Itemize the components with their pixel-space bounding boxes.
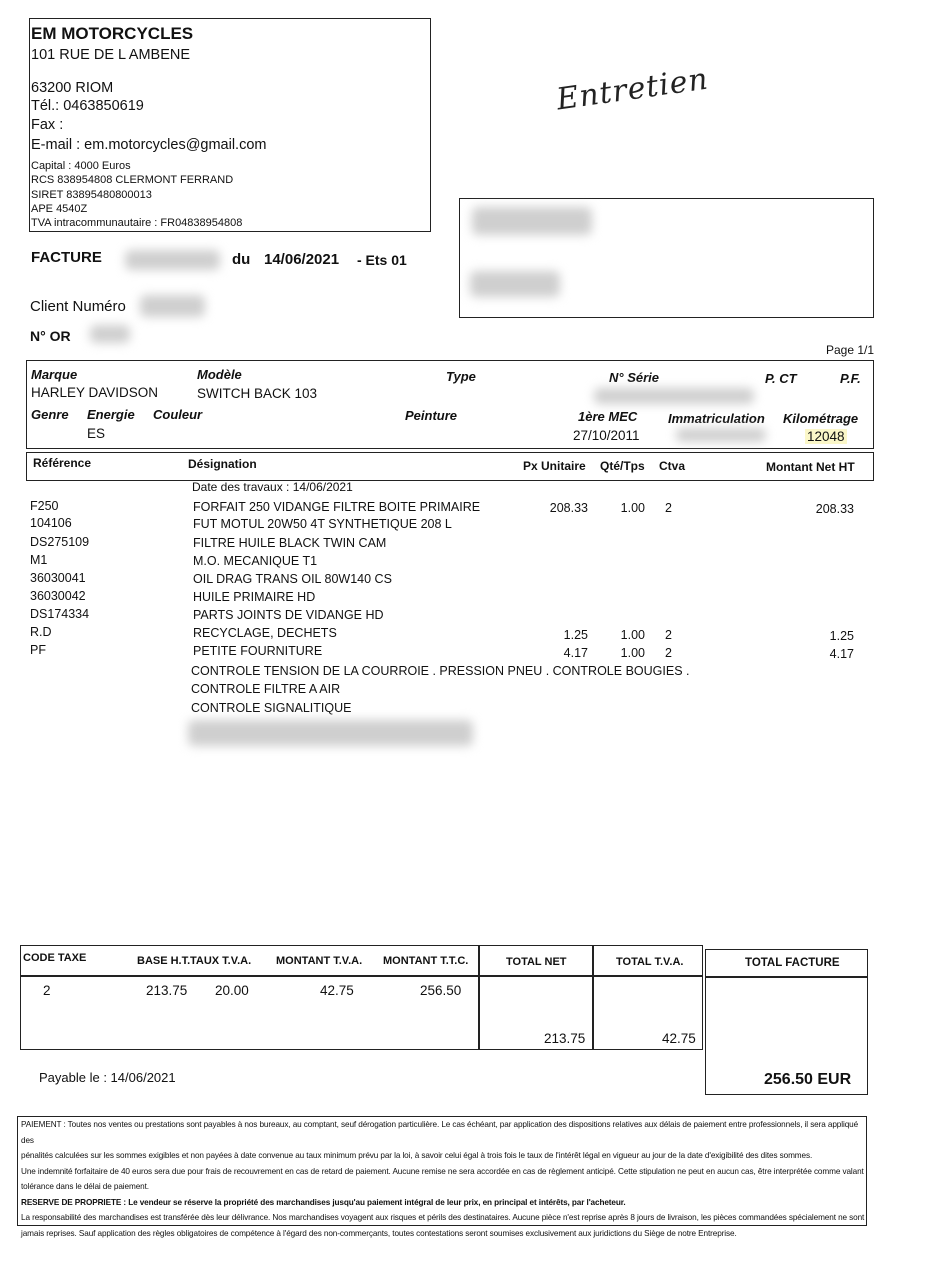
- header-ref: Référence: [33, 456, 92, 470]
- km-label: Kilométrage: [783, 411, 859, 426]
- redacted-note: [188, 720, 473, 746]
- row-ref: M1: [30, 553, 48, 567]
- redacted-serial-number: [594, 388, 754, 404]
- redacted-invoice-number: [125, 250, 220, 270]
- legal-line: pénalités calculées sur les sommes exigibles et non payées à date convenue au taux minimum prévu par la loi, à savoir celui égal à trois fois le taux de l'intérêt légal en vigueur au jour de la date d'exigibilité des dites sommes.: [21, 1151, 813, 1160]
- invoice-du: du: [232, 251, 251, 268]
- company-tva: TVA intracommunautaire : FR04838954808: [31, 217, 243, 229]
- company-siret: SIRET 83895480800013: [31, 189, 152, 201]
- row-ctva: 2: [665, 646, 672, 660]
- taux-value: 20.00: [215, 983, 249, 998]
- energie-label: Energie: [87, 407, 135, 422]
- row-ref: 36030042: [30, 589, 86, 603]
- note-line: CONTROLE SIGNALITIQUE: [191, 701, 352, 715]
- marque-label: Marque: [31, 367, 78, 382]
- company-capital: Capital : 4000 Euros: [31, 160, 131, 172]
- legal-line: tolérance dans le délai de paiement.: [21, 1182, 149, 1191]
- km-value: 12048: [807, 429, 845, 444]
- works-date: Date des travaux : 14/06/2021: [192, 480, 353, 494]
- montant-tva-label: MONTANT T.V.A.: [276, 955, 363, 967]
- row-ctva: 2: [665, 628, 672, 642]
- row-montant: 4.17: [829, 647, 854, 661]
- row-ref: F250: [30, 499, 59, 513]
- type-label: Type: [446, 369, 476, 384]
- base-label: BASE H.T.: [137, 955, 191, 967]
- legal-line: jamais reprises. Sauf application des règles obligatoires de compétence à l'égard des non-commerçants, toutes contestations seront soumises exclusivement aux juridictions du Siège de notre Entreprise.: [21, 1228, 737, 1238]
- redacted-client-address: [470, 271, 560, 297]
- montant-tva-value: 42.75: [320, 983, 354, 998]
- row-ref: PF: [30, 643, 46, 657]
- legal-line: PAIEMENT : Toutes nos ventes ou prestations sont payables à nos bureaux, au comptant, seuf dérogation particulière. Le cas échéant, par application des dispositions relatives aux délais de paiement entre professionnels, il sera appliqué des: [21, 1120, 859, 1145]
- montant-ttc-label: MONTANT T.T.C.: [383, 955, 469, 967]
- total-net-label: TOTAL NET: [506, 956, 567, 968]
- legal-text: [21, 1117, 866, 1241]
- row-designation: PARTS JOINTS DE VIDANGE HD: [193, 608, 384, 622]
- row-ref: DS174334: [30, 607, 90, 621]
- company-ape: APE 4540Z: [31, 203, 88, 215]
- redacted-client-number: [140, 295, 205, 317]
- header-montant: Montant Net HT: [766, 460, 855, 474]
- header-qte: Qté/Tps: [600, 459, 645, 473]
- couleur-label: Couleur: [153, 407, 203, 422]
- row-designation: FORFAIT 250 VIDANGE FILTRE BOITE PRIMAIRE: [193, 500, 481, 514]
- genre-label: Genre: [31, 407, 69, 422]
- tax-code-value: 2: [43, 983, 51, 998]
- total-facture-header-line: [705, 976, 868, 978]
- header-designation: Désignation: [188, 457, 257, 471]
- invoice-label: FACTURE: [31, 249, 102, 266]
- pf-label: P.F.: [840, 371, 861, 386]
- row-designation: OIL DRAG TRANS OIL 80W140 CS: [193, 572, 392, 586]
- invoice-ets: - Ets 01: [357, 252, 407, 268]
- total-tva-label: TOTAL T.V.A.: [616, 956, 684, 968]
- row-designation: PETITE FOURNITURE: [193, 644, 323, 658]
- payable-date: Payable le : 14/06/2021: [39, 1070, 176, 1085]
- pct-label: P. CT: [765, 371, 797, 386]
- client-number-label: Client Numéro: [30, 298, 126, 315]
- company-fax: Fax :: [31, 117, 64, 133]
- row-ref: DS275109: [30, 535, 90, 549]
- immat-label: Immatriculation: [668, 411, 765, 426]
- row-ref: R.D: [30, 625, 52, 639]
- row-pu: 4.17: [563, 646, 588, 660]
- mec-value: 27/10/2011: [573, 428, 640, 443]
- row-designation: M.O. MECANIQUE T1: [193, 554, 318, 568]
- total-facture-label: TOTAL FACTURE: [745, 957, 840, 969]
- company-name: EM MOTORCYCLES: [31, 24, 194, 43]
- row-montant: 1.25: [829, 629, 854, 643]
- row-ref: 36030041: [30, 571, 86, 585]
- redacted-registration: [676, 428, 766, 442]
- redacted-client-name: [472, 207, 592, 235]
- modele-label: Modèle: [197, 367, 242, 382]
- row-designation: FILTRE HUILE BLACK TWIN CAM: [193, 536, 387, 550]
- peinture-label: Peinture: [405, 408, 458, 423]
- row-designation: FUT MOTUL 20W50 4T SYNTHETIQUE 208 L: [193, 517, 452, 531]
- tax-table-divider: [592, 945, 594, 1049]
- note-line: CONTROLE TENSION DE LA COURROIE . PRESSION PNEU . CONTROLE BOUGIES .: [191, 664, 690, 678]
- row-pu: 208.33: [549, 501, 588, 515]
- row-ref: 104106: [30, 516, 72, 530]
- page-number: Page 1/1: [826, 343, 875, 357]
- row-qte: 1.00: [620, 646, 645, 660]
- or-number-label: N° OR: [30, 328, 71, 344]
- total-tva-value: 42.75: [662, 1031, 696, 1046]
- header-ctva: Ctva: [659, 459, 686, 473]
- company-rcs: RCS 838954808 CLERMONT FERRAND: [31, 174, 234, 186]
- company-email: E-mail : em.motorcycles@gmail.com: [31, 137, 267, 153]
- row-qte: 1.00: [620, 628, 645, 642]
- energie-value: ES: [87, 426, 106, 441]
- total-facture-value: 256.50 EUR: [764, 1071, 852, 1088]
- modele-value: SWITCH BACK 103: [197, 386, 318, 401]
- row-qte: 1.00: [620, 501, 645, 515]
- note-line: CONTROLE FILTRE A AIR: [191, 682, 341, 696]
- marque-value: HARLEY DAVIDSON: [31, 385, 159, 400]
- row-designation: RECYCLAGE, DECHETS: [193, 626, 337, 640]
- row-montant: 208.33: [815, 502, 854, 516]
- handwritten-note: Entretien: [554, 61, 711, 118]
- row-pu: 1.25: [563, 628, 588, 642]
- montant-ttc-value: 256.50: [420, 983, 462, 998]
- legal-line: La responsabilité des marchandises est transférée dès leur délivrance. Nos marchandises voyagent aux risques et périls des destinataires. Aucune pièce n'est reprise après 8 jours de livraison, les pièces commandées spécialement ne sont: [21, 1213, 865, 1222]
- redacted-or-number: [90, 325, 130, 343]
- legal-line: Une indemnité forfaitaire de 40 euros sera due pour frais de recouvrement en cas de retard de paiement. Aucune remise ne sera accordée en cas de règlement anticipé. Cette stipulation ne peut en aucun cas, être interprétée comme valant: [21, 1166, 864, 1176]
- company-street: 101 RUE DE L AMBENE: [31, 47, 191, 63]
- lines-header-box: [26, 452, 874, 481]
- row-designation: HUILE PRIMAIRE HD: [193, 590, 316, 604]
- tax-table-divider: [478, 945, 480, 1049]
- invoice-date: 14/06/2021: [264, 251, 340, 268]
- legal-line: RESERVE DE PROPRIETE : Le vendeur se réserve la propriété des marchandises jusqu'au paiement intégral de leur prix, en principal et intérêts, par l'acheteur.: [21, 1197, 626, 1207]
- serie-label: N° Série: [609, 370, 660, 385]
- code-taxe-label: CODE TAXE: [23, 952, 87, 964]
- row-ctva: 2: [665, 501, 672, 515]
- base-value: 213.75: [146, 983, 188, 998]
- mec-label: 1ère MEC: [578, 409, 638, 424]
- company-tel: Tél.: 0463850619: [31, 98, 144, 114]
- company-city: 63200 RIOM: [31, 80, 114, 96]
- tax-table-header-line: [20, 975, 703, 977]
- taux-label: TAUX T.V.A.: [190, 955, 252, 967]
- header-pu: Px Unitaire: [523, 459, 586, 473]
- total-net-value: 213.75: [544, 1031, 586, 1046]
